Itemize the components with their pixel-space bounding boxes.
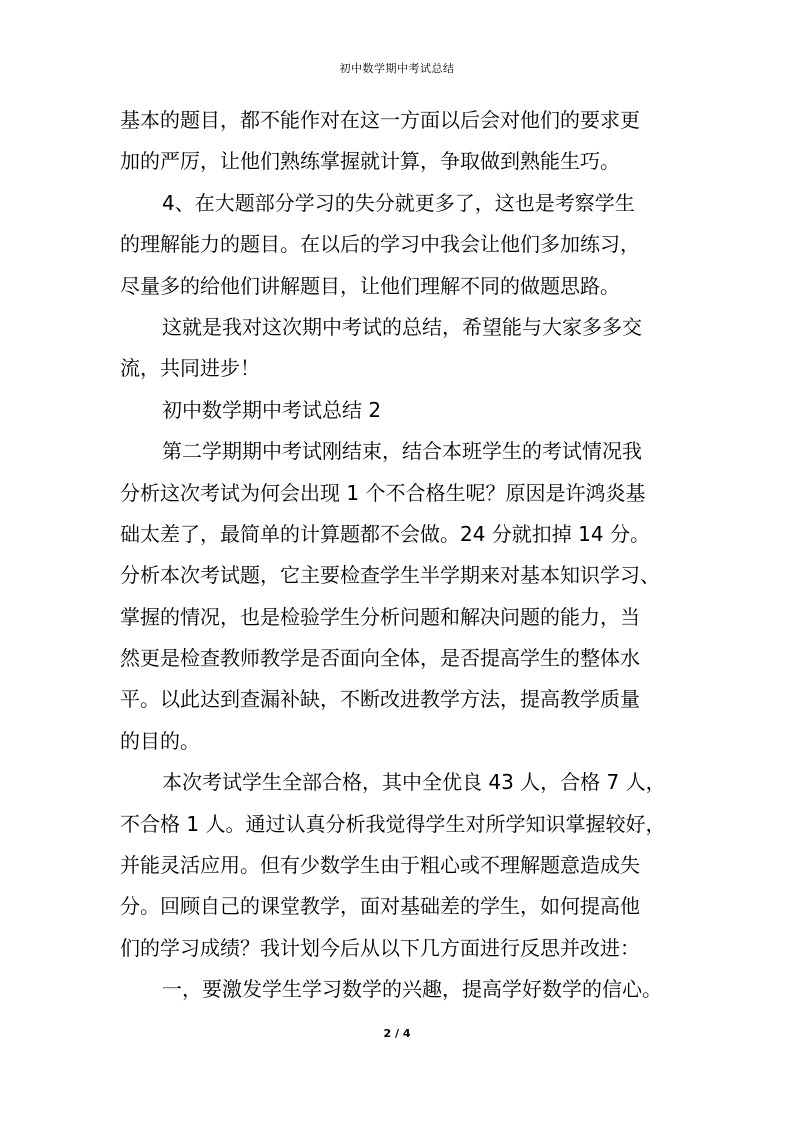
text-line: 分析本次考试题，它主要检查学生半学期来对基本知识学习、	[120, 563, 660, 588]
text-line: 流，共同进步！	[120, 356, 260, 381]
text-line: 然更是检查教师教学是否面向全体，是否提高学生的整体水	[120, 646, 640, 671]
text-line: 这就是我对这次期中考试的总结，希望能与大家多多交	[162, 314, 642, 339]
text-line: 分析这次考试为何会出现 1 个不合格生呢？原因是许鸿炎基	[120, 480, 646, 505]
text-line: 的理解能力的题目。在以后的学习中我会让他们多加练习，	[120, 232, 640, 257]
document-body	[120, 100, 690, 1011]
text-line: 尽量多的给他们讲解题目，让他们理解不同的做题思路。	[120, 273, 620, 298]
text-line: 一，要激发学生学习数学的兴趣，提高学好数学的信心。	[162, 977, 662, 1002]
page-number: 2 / 4	[383, 1027, 411, 1040]
text-line: 不合格 1 人。通过认真分析我觉得学生对所学知识掌握较好，	[120, 811, 666, 836]
text-line: 们的学习成绩？我计划今后从以下几方面进行反思并改进：	[120, 935, 640, 960]
text-line: 础太差了，最简单的计算题都不会做。24 分就扣掉 14 分。	[120, 521, 650, 546]
text-line: 掌握的情况，也是检验学生分析问题和解决问题的能力，当	[120, 604, 640, 629]
text-line: 4、在大题部分学习的失分就更多了，这也是考察学生	[162, 190, 635, 215]
text-line: 加的严厉，让他们熟练掌握就计算，争取做到熟能生巧。	[120, 149, 620, 174]
text-line: 平。以此达到查漏补缺，不断改进教学方法，提高教学质量	[120, 687, 640, 712]
text-line: 基本的题目，都不能作对在这一方面以后会对他们的要求更	[120, 108, 640, 132]
text-line: 分。回顾自己的课堂教学，面对基础差的学生，如何提高他	[120, 894, 640, 919]
text-line: 第二学期期中考试刚结束，结合本班学生的考试情况我	[162, 439, 642, 464]
section-heading: 初中数学期中考试总结 2	[162, 397, 382, 422]
text-line: 本次考试学生全部合格，其中全优良 43 人，合格 7 人，	[162, 770, 666, 795]
text-line: 的目的。	[120, 728, 200, 753]
page-header-title: 初中数学期中考试总结	[339, 62, 455, 75]
text-line: 并能灵活应用。但有少数学生由于粗心或不理解题意造成失	[120, 853, 640, 878]
